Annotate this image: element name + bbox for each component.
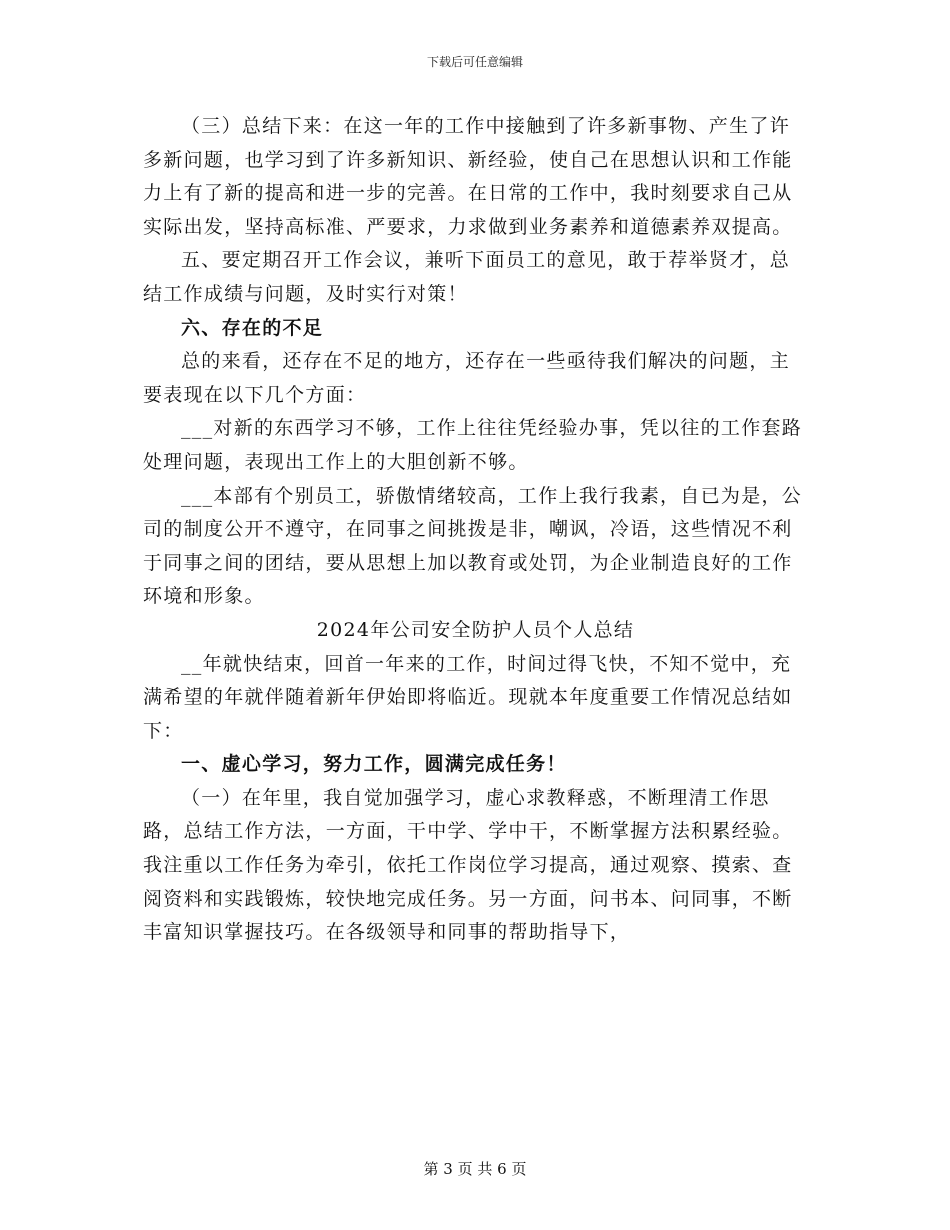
document-body [143, 110, 808, 950]
paragraph-summary-three: （三）总结下来：在这一年的工作中接触到了许多新事物、产生了许多新问题，也学习到了许多新知识、新经验，使自己在思想认识和工作能力上有了新的提高和进一步的完善。在日常的工作中，我时刻要求自己从实际出发，坚持高标准、严要求，力求做到业务素养和道德素养双提高。 [143, 115, 793, 238]
paragraph-year-intro: __年就快结束，回首一年来的工作，时间过得飞快，不知不觉中，充满希望的年就伴随着新年伊始即将临近。现就本年度重要工作情况总结如下： [143, 652, 793, 742]
section-heading-shortcomings: 六、存在的不足 [181, 316, 324, 339]
paragraph-shortcoming-staff: ___本部有个别员工，骄傲情绪较高，工作上我行我素，自已为是，公司的制度公开不遵守，在同事之间挑拨是非，嘲讽，冷语，这些情况不利于同事之间的团结，要从思想上加以教育或处罚，为企业制造良好的工作环境和形象。 [143, 484, 803, 608]
page-header: 下载后可任意编辑 [426, 55, 523, 69]
paragraph-study-one: （一）在年里，我自觉加强学习，虚心求教释惑，不断理清工作思路，总结工作方法，一方面，干中学、学中干，不断掌握方法积累经验。我注重以工作任务为牵引，依托工作岗位学习提高，通过观察、摸索、查阅资料和实践锻炼，较快地完成任务。另一方面，问书本、问同事，不断丰富知识掌握技巧。在各级领导和同事的帮助指导下， [143, 786, 793, 944]
paragraph-shortcoming-learning: ___对新的东西学习不够，工作上往往凭经验办事，凭以往的工作套路处理问题，表现出工作上的大胆创新不够。 [143, 417, 803, 473]
document-title: 2024年公司安全防护人员个人总结 [316, 618, 635, 641]
page-number: 第 3 页 共 6 页 [423, 1160, 527, 1178]
section-heading-study: 一、虚心学习，努力工作，圆满完成任务！ [181, 753, 567, 776]
paragraph-shortcomings-intro: 总的来看，还存在不足的地方，还存在一些亟待我们解决的问题，主要表现在以下几个方面： [143, 350, 791, 406]
paragraph-item-five: 五、要定期召开工作会议，兼听下面员工的意见，敢于荐举贤才，总结工作成绩与问题，及时实行对策！ [143, 249, 791, 305]
